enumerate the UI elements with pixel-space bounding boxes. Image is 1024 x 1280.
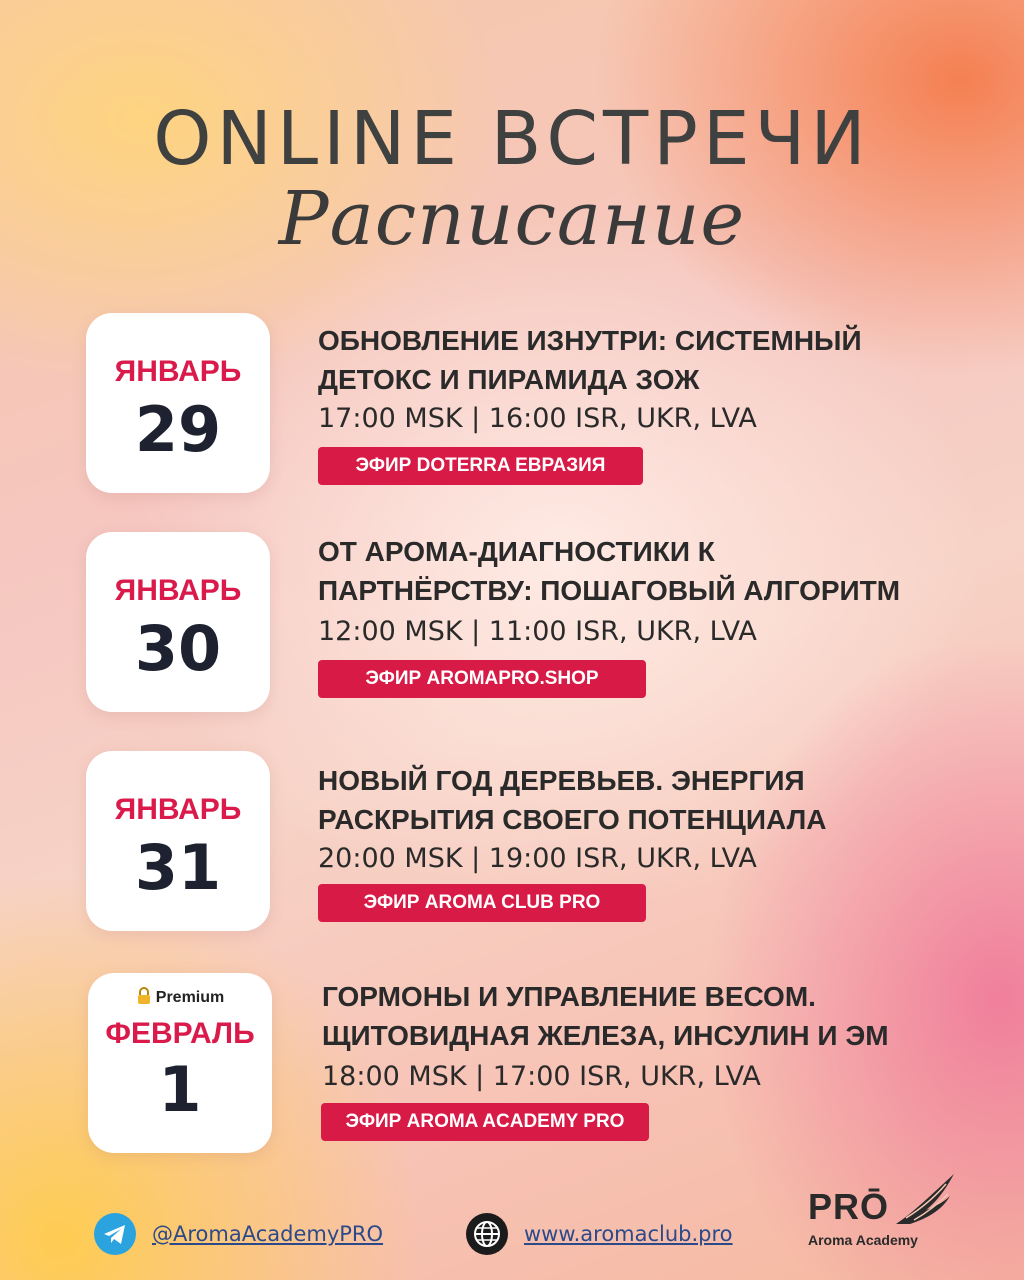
event-title-line: РАСКРЫТИЯ СВОЕГО ПОТЕНЦИАЛА xyxy=(318,804,827,835)
event-title xyxy=(318,761,958,839)
event-title-line: ЩИТОВИДНАЯ ЖЕЛЕЗА, ИНСУЛИН И ЭМ xyxy=(322,1020,889,1051)
event-title-line: НОВЫЙ ГОД ДЕРЕВЬЕВ. ЭНЕРГИЯ xyxy=(318,765,805,796)
event-title xyxy=(318,321,958,399)
date-card xyxy=(86,532,270,712)
premium-label xyxy=(88,987,272,1007)
event-item xyxy=(0,313,1024,503)
logo-subtext: Aroma Academy xyxy=(808,1232,918,1248)
website-link[interactable]: www.aromaclub.pro xyxy=(524,1222,733,1246)
event-month: ФЕВРАЛЬ xyxy=(105,1017,255,1050)
telegram-link[interactable]: @AromaAcademyPRO xyxy=(152,1222,384,1246)
event-title-line: ОТ АРОМА-ДИАГНОСТИКИ К xyxy=(318,536,715,567)
event-title-line: ГОРМОНЫ И УПРАВЛЕНИЕ ВЕСОМ. xyxy=(322,981,816,1012)
lock-icon xyxy=(136,987,152,1007)
event-day: 1 xyxy=(158,1053,202,1126)
event-day: 30 xyxy=(134,612,222,685)
broadcast-badge[interactable]: ЭФИР AROMA CLUB PRO xyxy=(318,884,646,922)
event-item xyxy=(0,973,1024,1163)
wing-icon xyxy=(892,1172,958,1228)
event-time: 20:00 MSK | 19:00 ISR, UKR, LVA xyxy=(318,843,757,874)
broadcast-badge[interactable]: ЭФИР DOTERRA ЕВРАЗИЯ xyxy=(318,447,643,485)
event-time: 17:00 MSK | 16:00 ISR, UKR, LVA xyxy=(318,403,757,434)
telegram-icon[interactable] xyxy=(94,1213,136,1255)
event-item xyxy=(0,751,1024,941)
event-month: ЯНВАРЬ xyxy=(114,793,242,826)
premium-text: Premium xyxy=(155,989,225,1006)
date-card xyxy=(88,973,272,1153)
event-item xyxy=(0,532,1024,722)
broadcast-badge[interactable]: ЭФИР AROMA ACADEMY PRO xyxy=(321,1103,649,1141)
date-card xyxy=(86,751,270,931)
event-title xyxy=(318,532,958,610)
event-month: ЯНВАРЬ xyxy=(114,574,242,607)
event-title xyxy=(322,977,962,1055)
event-day: 31 xyxy=(134,831,222,904)
page-subtitle: Расписание xyxy=(278,176,746,262)
broadcast-badge[interactable]: ЭФИР AROMAPRO.SHOP xyxy=(318,660,646,698)
event-month: ЯНВАРЬ xyxy=(114,355,242,388)
date-card xyxy=(86,313,270,493)
event-time: 12:00 MSK | 11:00 ISR, UKR, LVA xyxy=(318,616,757,647)
event-title-line: ДЕТОКС И ПИРАМИДА ЗОЖ xyxy=(318,364,700,395)
logo-text: PRŌ xyxy=(808,1186,890,1227)
event-title-line: ПАРТНЁРСТВУ: ПОШАГОВЫЙ АЛГОРИТМ xyxy=(318,575,901,606)
globe-icon[interactable] xyxy=(466,1213,508,1255)
event-day: 29 xyxy=(134,393,222,466)
event-time: 18:00 MSK | 17:00 ISR, UKR, LVA xyxy=(322,1061,761,1092)
event-title-line: ОБНОВЛЕНИЕ ИЗНУТРИ: СИСТЕМНЫЙ xyxy=(318,325,862,356)
brand-logo xyxy=(806,1172,966,1252)
page-title: ONLINE ВСТРЕЧИ xyxy=(153,96,871,182)
